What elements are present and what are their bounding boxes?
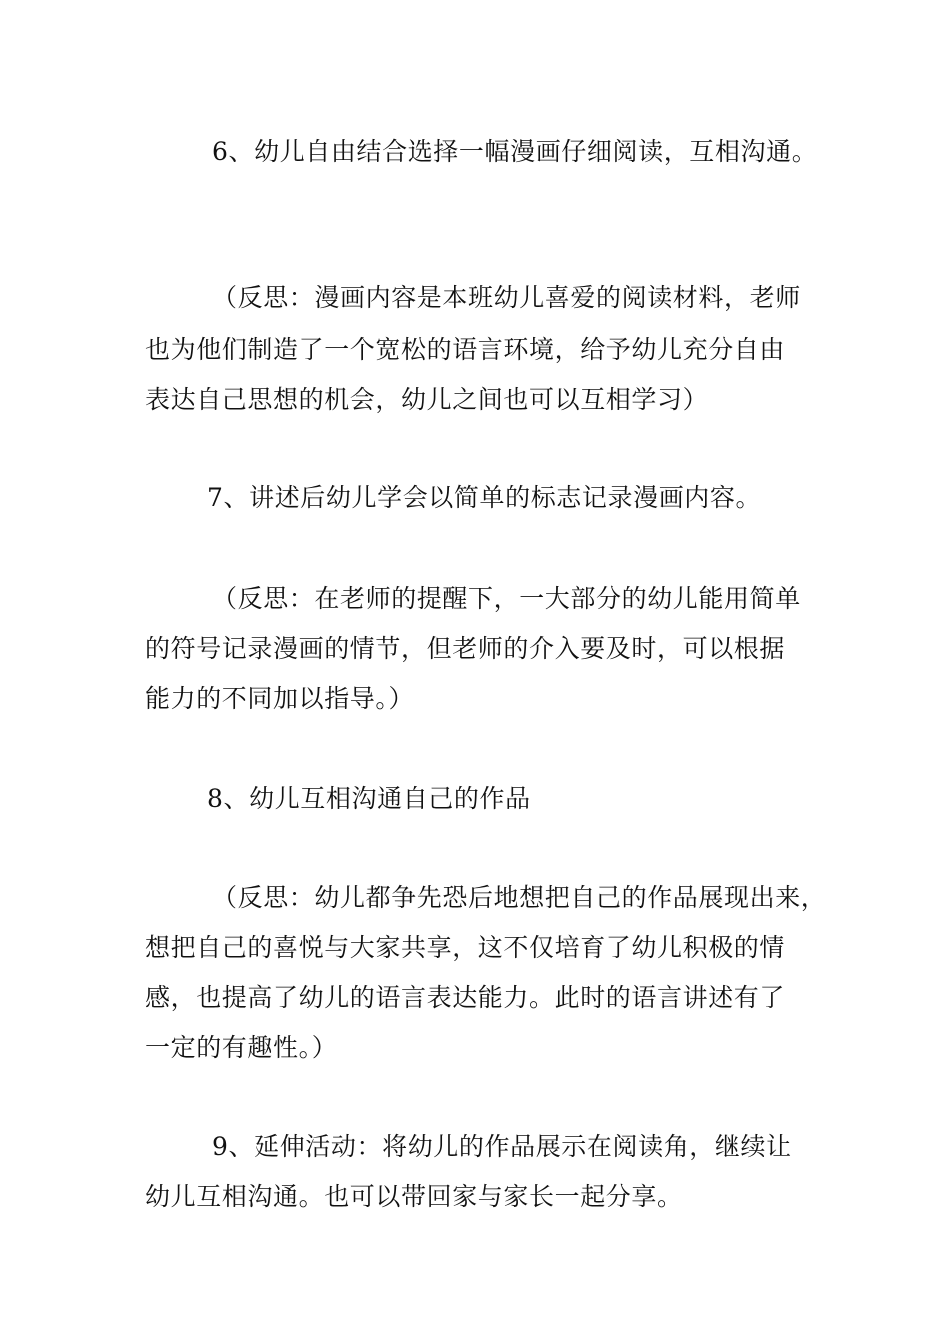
reflection-8-line-3: 感，也提高了幼儿的语言表达能力。此时的语言讲述有了 bbox=[145, 983, 786, 1012]
step-9-line-2: 幼儿互相沟通。也可以带回家与家长一起分享。 bbox=[145, 1182, 683, 1211]
step-6-text: 6、幼儿自由结合选择一幅漫画仔细阅读，互相沟通。 bbox=[212, 137, 818, 166]
reflection-7-line-1: （反思：在老师的提醒下，一大部分的幼儿能用简单 bbox=[212, 584, 801, 613]
reflection-8-line-1: （反思：幼儿都争先恐后地想把自己的作品展现出来， bbox=[212, 883, 827, 912]
reflection-6-line-3: 表达自己思想的机会，幼儿之间也可以互相学习） bbox=[145, 385, 709, 414]
reflection-7-line-2: 的符号记录漫画的情节，但老师的介入要及时，可以根据 bbox=[145, 634, 786, 663]
step-9-line-1: 9、延伸活动：将幼儿的作品展示在阅读角，继续让 bbox=[212, 1132, 792, 1161]
step-8-text: 8、幼儿互相沟通自己的作品 bbox=[207, 784, 531, 813]
reflection-6-line-2: 也为他们制造了一个宽松的语言环境，给予幼儿充分自由 bbox=[145, 335, 786, 364]
reflection-6-line-1: （反思：漫画内容是本班幼儿喜爱的阅读材料，老师 bbox=[212, 283, 801, 312]
reflection-7-line-3: 能力的不同加以指导。） bbox=[145, 684, 415, 713]
reflection-8-line-4: 一定的有趣性。） bbox=[145, 1033, 338, 1062]
step-7-text: 7、讲述后幼儿学会以简单的标志记录漫画内容。 bbox=[207, 483, 762, 512]
reflection-8-line-2: 想把自己的喜悦与大家共享，这不仅培育了幼儿积极的情 bbox=[145, 933, 786, 962]
